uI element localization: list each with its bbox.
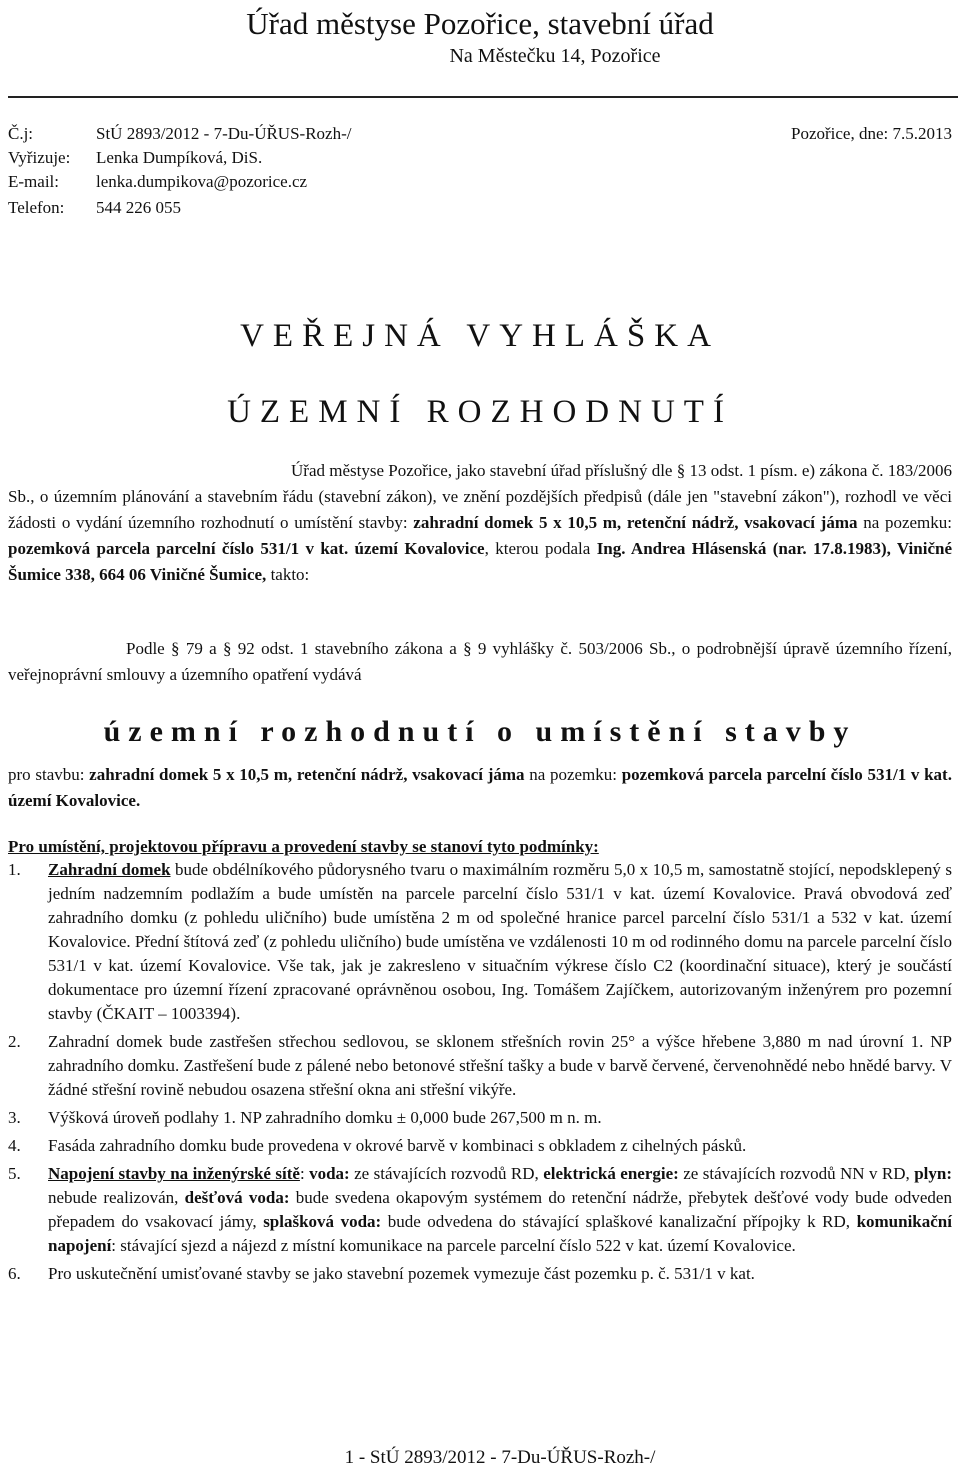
decision-structure: zahradní domek 5 x 10,5 m, retenční nádrž, vsakovací jáma (89, 765, 525, 784)
condition-item (8, 1106, 952, 1130)
condition-text: bude odvedena do stávající splaškové kanalizační přípojky k RD, (381, 1212, 857, 1231)
condition-text: bude svedena okapovým systémem do retenční nádrže, přebytek dešťové vody bude odveden přepadem do vsakovací jámy, (48, 1188, 952, 1231)
intro-text-b: na pozemku: (857, 513, 952, 532)
phone-label: Telefon: (8, 198, 65, 217)
ref-line (8, 124, 351, 144)
condition-text: ze stávajících rozvodů NN v RD, (678, 1164, 915, 1183)
header-divider (8, 96, 958, 98)
condition-number: 4. (8, 1136, 21, 1155)
email-value: lenka.dumpikova@pozorice.cz (96, 172, 308, 191)
condition-term: dešťová voda: (184, 1188, 290, 1207)
condition-lead: Zahradní domek (48, 860, 171, 879)
condition-term: splašková voda: (263, 1212, 382, 1231)
condition-number: 3. (8, 1108, 21, 1127)
condition-term: voda: (309, 1164, 350, 1183)
office-title: Úřad městyse Pozořice, stavební úřad (246, 6, 714, 41)
decision-subject (8, 762, 952, 814)
condition-item (8, 858, 952, 1026)
intro-text-a: Sb., o územním plánování a stavebním řádu (stavební zákon), ve znění pozdějších předpisů (dále jen "stavební zákon"), rozhodl ve věci žádosti o vydání územního rozhodnutí o umístění stavby: (8, 487, 952, 532)
condition-term: komunikační napojení (48, 1212, 952, 1255)
condition-item (8, 1262, 952, 1286)
condition-item (8, 1134, 952, 1158)
email-label: E-mail: (8, 172, 59, 191)
condition-text: ze stávajících rozvodů RD, (349, 1164, 544, 1183)
intro-structure: zahradní domek 5 x 10,5 m, retenční nádrž, vsakovací jáma (413, 513, 858, 532)
conditions-list (8, 858, 952, 1290)
handler-label: Vyřizuje: (8, 148, 71, 167)
page-footer: 1 - StÚ 2893/2012 - 7-Du-ÚŘUS-Rozh-/ (344, 1447, 656, 1468)
phone-value: 544 226 055 (96, 198, 181, 217)
intro-applicant: Ing. Andrea Hlásenská (nar. 17.8.1983), Viničné Šumice 338, 664 06 Viničné Šumice, (8, 539, 953, 584)
phone-line (8, 198, 181, 218)
condition-number: 2. (8, 1032, 21, 1051)
condition-item (8, 1162, 952, 1258)
intro-first-line: Úřad městyse Pozořice, jako stavební úřad příslušný dle § 13 odst. 1 písm. e) zákona č. 183/2006 (291, 461, 952, 480)
condition-number: 5. (8, 1164, 21, 1183)
ref-value: StÚ 2893/2012 - 7-Du-ÚŘUS-Rozh-/ (96, 124, 352, 143)
decision-for-label: pro stavbu: (8, 765, 90, 784)
condition-text: Zahradní domek bude zastřešen střechou sedlovou, se sklonem střešních rovin 25° a výšce hřebene 3,880 m nad úrovní 1. NP zahradního domku. Zastřešení bude z pálené nebo betonové střešní tašky a bude v barvě červené, červenohnědé nebo hnědé barvy. V žádné střešní rovině nebudou osazena střešní okna ani střešní vikýře. (48, 1032, 952, 1099)
decision-kind-title: ÚZEMNÍ ROZHODNUTÍ (227, 394, 733, 430)
email-line (8, 172, 307, 192)
condition-lead: Napojení stavby na inženýrské sítě (48, 1164, 300, 1183)
handler-line (8, 148, 262, 168)
intro-paragraph (8, 484, 952, 588)
intro-text-c: , kterou podala (484, 539, 597, 558)
condition-text: Výšková úroveň podlahy 1. NP zahradního domku ± 0,000 bude 267,500 m n. m. (48, 1108, 602, 1127)
decision-heading: územní rozhodnutí o umístění stavby (103, 715, 857, 748)
decision-mid: na pozemku: (524, 765, 622, 784)
handler-value: Lenka Dumpíková, DiS. (96, 148, 263, 167)
decision-parcel: pozemková parcela parcelní číslo 531/1 v kat. území Kovalovice. (8, 765, 952, 810)
condition-number: 1. (8, 860, 21, 879)
condition-item (8, 1030, 952, 1102)
document-date: Pozořice, dne: 7.5.2013 (791, 124, 952, 143)
condition-term: plyn: (914, 1164, 953, 1183)
condition-text: nebude realizován, (48, 1188, 185, 1207)
condition-term: elektrická energie: (543, 1164, 679, 1183)
condition-text: : (299, 1164, 310, 1183)
notice-title: VEŘEJNÁ VYHLÁŠKA (240, 318, 720, 354)
condition-text: Pro uskutečnění umisťované stavby se jako stavební pozemek vymezuje část pozemku p. č. 531/1 v kat. (48, 1264, 755, 1283)
condition-number: 6. (8, 1264, 21, 1283)
condition-text: bude obdélníkového půdorysného tvaru o maximálním rozměru 5,0 x 10,5 m, samostatně stojící, nepodsklepený s jedním nadzemním podlažím a bude umístěn na parcele parcelní číslo 531/1 v kat. území Kovalovice. Pravá obvodová zeď zahradního domku (z pohledu uličního) bude umístěna 2 m od společné hranice parcel parcelní číslo 531/1 a 532 v kat. území Kovalovice. Přední štítová zeď (z pohledu uličního) bude umístěna ve vzdálenosti 10 m od rodinného domu na parcele parcelní číslo 531/1 v kat. území Kovalovice. Vše tak, jak je zakresleno v situačním výkrese číslo C2 (koordinační situace), který je součástí dokumentace pro územní řízení zpracované oprávněnou osobou, Ing. Tomášem Zajíčkem, autorizovaným inženýrem pro pozemní stavby (ČKAIT – 1003394). (48, 860, 952, 1023)
office-address: Na Městečku 14, Pozořice (449, 45, 661, 67)
conditions-title: Pro umístění, projektovou přípravu a provedení stavby se stanoví tyto podmínky: (8, 837, 599, 856)
legal-basis-paragraph (8, 636, 952, 688)
intro-text-d: takto: (266, 565, 310, 584)
intro-parcel: pozemková parcela parcelní číslo 531/1 v kat. území Kovalovice (8, 539, 485, 558)
condition-text: Fasáda zahradního domku bude provedena v okrové barvě v kombinaci s obkladem z cihelných pásků. (48, 1136, 747, 1155)
ref-label: Č.j: (8, 124, 34, 143)
legal-basis-text: Podle § 79 a § 92 odst. 1 stavebního zákona a § 9 vyhlášky č. 503/2006 Sb., o podrobnější úpravě územního řízení, veřejnoprávní smlouvy a územního opatření vydává (8, 639, 952, 684)
condition-text: : stávající sjezd a nájezd z místní komunikace na parcele parcelní číslo 522 v kat. území Kovalovice. (111, 1236, 796, 1255)
